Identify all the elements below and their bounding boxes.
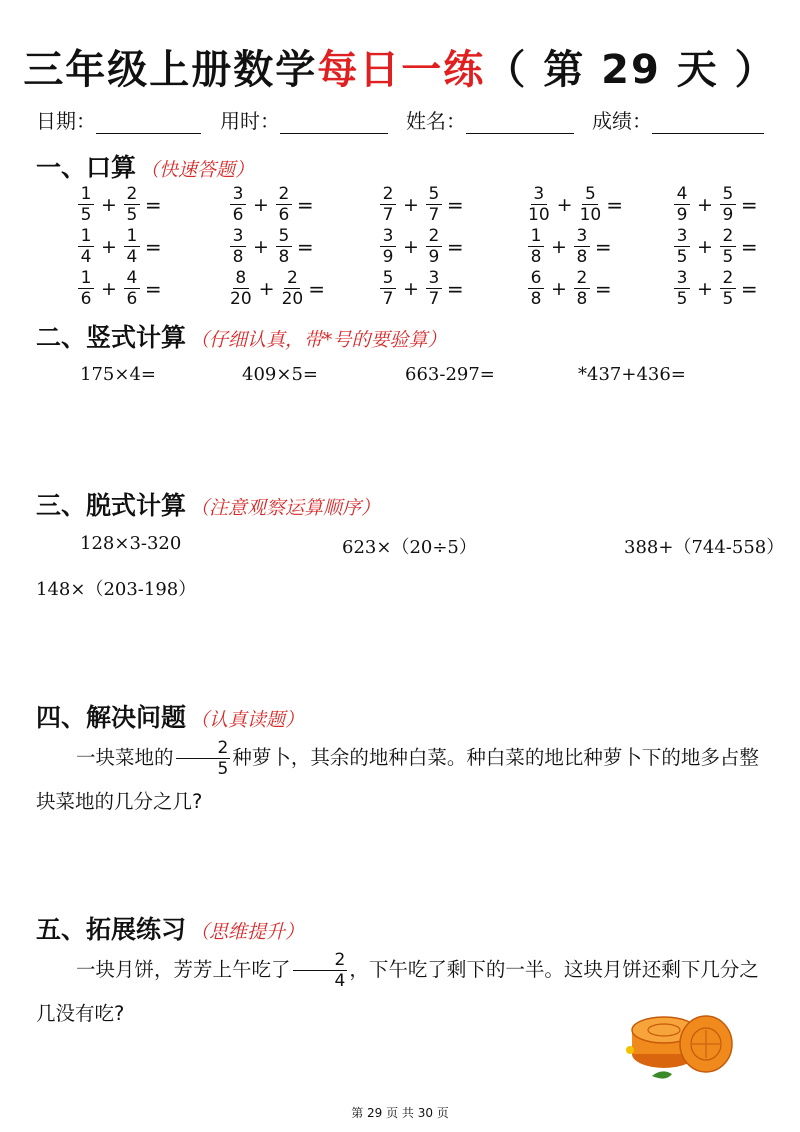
denominator: 10 xyxy=(528,205,550,225)
fraction xyxy=(276,228,292,266)
numerator: 8 xyxy=(233,270,249,289)
fraction xyxy=(720,186,736,224)
plus-sign: + xyxy=(403,278,419,300)
vertical-problem: 409×5= xyxy=(242,364,318,385)
denominator: 6 xyxy=(232,205,244,225)
numerator: 2 xyxy=(176,740,231,759)
denominator: 6 xyxy=(80,289,92,309)
oral-expression xyxy=(76,228,162,266)
denominator: 7 xyxy=(382,289,394,309)
extension-text-after: ，下午吃了剩下的一半。这块月饼还剩下几分之几没有吃? xyxy=(36,958,759,1025)
fraction xyxy=(78,228,94,266)
equals-sign: = xyxy=(446,193,464,217)
denominator: 5 xyxy=(126,205,138,225)
equals-sign: = xyxy=(594,277,612,301)
section-title: 一、口算 xyxy=(36,153,137,182)
stepwise-problem: 148×（203-198） xyxy=(36,579,197,600)
denominator: 5 xyxy=(722,289,734,309)
oral-expression xyxy=(228,228,314,266)
page-footer: 第 29 页 共 30 页 xyxy=(351,1106,449,1120)
equals-sign: = xyxy=(144,235,162,259)
fraction xyxy=(674,186,690,224)
plus-sign: + xyxy=(697,236,713,258)
fraction xyxy=(528,186,550,224)
section-note: （快速答题） xyxy=(140,159,255,181)
name-label: 姓名： xyxy=(406,109,466,133)
sparkle-icon xyxy=(626,1046,634,1054)
denominator: 9 xyxy=(382,247,394,267)
oral-expression xyxy=(228,186,314,224)
fraction xyxy=(78,270,94,308)
oral-expression xyxy=(526,186,623,224)
fraction xyxy=(528,228,544,266)
oral-expression xyxy=(378,186,464,224)
score-field[interactable] xyxy=(592,105,764,134)
section-title: 三、脱式计算 xyxy=(36,491,187,520)
mooncake-illustration xyxy=(622,992,742,1084)
denominator: 9 xyxy=(676,205,688,225)
fraction xyxy=(674,270,690,308)
section-note: （思维提升） xyxy=(190,921,305,943)
fraction xyxy=(230,186,246,224)
equals-sign: = xyxy=(144,277,162,301)
numerator: 5 xyxy=(582,186,598,205)
equals-sign: = xyxy=(594,235,612,259)
plus-sign: + xyxy=(556,194,573,216)
equals-sign: = xyxy=(446,235,464,259)
equals-sign: = xyxy=(308,277,325,301)
name-field[interactable] xyxy=(406,105,574,134)
fraction xyxy=(528,270,544,308)
info-row xyxy=(36,105,776,139)
numerator: 3 xyxy=(426,270,442,289)
denominator: 8 xyxy=(232,247,244,267)
plus-sign: + xyxy=(101,236,117,258)
fraction xyxy=(230,270,252,308)
oral-expression xyxy=(672,270,758,308)
fraction xyxy=(380,228,396,266)
fraction xyxy=(176,737,231,779)
plus-sign: + xyxy=(697,194,713,216)
numerator: 1 xyxy=(78,228,94,247)
equals-sign: = xyxy=(740,235,758,259)
date-label: 日期： xyxy=(36,109,96,133)
section-problem-heading xyxy=(36,698,304,734)
plus-sign: + xyxy=(253,236,269,258)
fraction xyxy=(380,186,396,224)
equals-sign: = xyxy=(296,235,314,259)
vertical-problem: *437+436= xyxy=(578,364,686,385)
denominator: 20 xyxy=(230,289,252,309)
equals-sign: = xyxy=(740,277,758,301)
numerator: 2 xyxy=(276,186,292,205)
denominator: 10 xyxy=(579,205,602,225)
date-field[interactable] xyxy=(36,105,201,134)
denominator: 9 xyxy=(428,247,440,267)
section-title: 四、解决问题 xyxy=(36,703,187,732)
fraction xyxy=(720,270,736,308)
numerator: 1 xyxy=(78,186,94,205)
denominator: 9 xyxy=(722,205,734,225)
oral-expression xyxy=(672,228,758,266)
fraction xyxy=(574,228,590,266)
plus-sign: + xyxy=(403,194,419,216)
vertical-problem: 663-297= xyxy=(405,364,495,385)
vertical-problem: 175×4= xyxy=(80,364,156,385)
denominator: 5 xyxy=(80,205,92,225)
equals-sign: = xyxy=(144,193,162,217)
denominator: 7 xyxy=(428,289,440,309)
plus-sign: + xyxy=(253,194,269,216)
name-blank[interactable] xyxy=(466,111,574,134)
numerator: 5 xyxy=(276,228,292,247)
equals-sign: = xyxy=(606,193,623,217)
plus-sign: + xyxy=(697,278,713,300)
numerator: 1 xyxy=(528,228,544,247)
title-prefix: 三年级上册数学 xyxy=(23,47,318,93)
numerator: 4 xyxy=(124,270,140,289)
numerator: 5 xyxy=(720,186,736,205)
equals-sign: = xyxy=(446,277,464,301)
fraction xyxy=(720,228,736,266)
fraction xyxy=(674,228,690,266)
numerator: 3 xyxy=(574,228,590,247)
oral-expression xyxy=(76,186,162,224)
equals-sign: = xyxy=(296,193,314,217)
section-note: （注意观察运算顺序） xyxy=(190,497,381,519)
denominator: 8 xyxy=(576,289,588,309)
numerator: 2 xyxy=(574,270,590,289)
fraction xyxy=(282,270,304,308)
numerator: 2 xyxy=(124,186,140,205)
denominator: 6 xyxy=(126,289,138,309)
time-blank[interactable] xyxy=(280,111,388,134)
time-field[interactable] xyxy=(220,105,388,134)
denominator: 5 xyxy=(217,758,229,779)
numerator: 3 xyxy=(674,270,690,289)
oral-expression xyxy=(228,270,325,308)
oral-expression xyxy=(378,228,464,266)
problem-text xyxy=(36,736,766,824)
fraction xyxy=(276,186,292,224)
numerator: 3 xyxy=(230,186,246,205)
plus-sign: + xyxy=(258,278,275,300)
section-vertical-heading xyxy=(36,318,447,354)
numerator: 2 xyxy=(720,228,736,247)
leaf-icon xyxy=(652,1071,672,1078)
denominator: 20 xyxy=(281,289,304,309)
denominator: 7 xyxy=(382,205,394,225)
denominator: 8 xyxy=(576,247,588,267)
time-label: 用时： xyxy=(220,109,280,133)
numerator: 2 xyxy=(293,952,348,971)
fraction xyxy=(230,228,246,266)
title-highlight: 每日一练 xyxy=(317,47,486,93)
denominator: 4 xyxy=(334,970,346,991)
numerator: 3 xyxy=(380,228,396,247)
numerator: 2 xyxy=(380,186,396,205)
fraction xyxy=(124,228,140,266)
numerator: 3 xyxy=(674,228,690,247)
numerator: 3 xyxy=(531,186,547,205)
section-note: （认真读题） xyxy=(190,709,305,731)
section-title: 五、拓展练习 xyxy=(36,915,187,944)
stepwise-problem: 388+（744-558） xyxy=(624,537,785,558)
fraction xyxy=(293,949,348,991)
date-blank[interactable] xyxy=(96,111,201,134)
numerator: 1 xyxy=(124,228,140,247)
problem-text-after: 种萝卜，其余的地种白菜。种白菜的地比种萝卜下的地多占整块菜地的几分之几? xyxy=(36,746,759,813)
extension-text-before: 一块月饼，芳芳上午吃了 xyxy=(76,958,291,981)
denominator: 5 xyxy=(676,289,688,309)
plus-sign: + xyxy=(101,194,117,216)
denominator: 7 xyxy=(428,205,440,225)
plus-sign: + xyxy=(403,236,419,258)
plus-sign: + xyxy=(551,236,567,258)
stepwise-problem: 128×3-320 xyxy=(80,533,182,554)
numerator: 4 xyxy=(674,186,690,205)
page-title xyxy=(0,38,800,95)
fraction xyxy=(78,186,94,224)
fraction xyxy=(574,270,590,308)
fraction xyxy=(426,270,442,308)
oral-expression xyxy=(76,270,162,308)
oral-expression xyxy=(526,270,612,308)
oral-expression xyxy=(378,270,464,308)
denominator: 4 xyxy=(126,247,138,267)
title-day: （ 第 29 天 ） xyxy=(485,47,777,93)
denominator: 8 xyxy=(530,247,542,267)
score-label: 成绩： xyxy=(592,109,652,133)
section-oral-heading xyxy=(36,148,254,184)
fraction xyxy=(124,186,140,224)
numerator: 1 xyxy=(78,270,94,289)
problem-text-before: 一块菜地的 xyxy=(76,746,174,769)
section-note: （仔细认真，带*号的要验算） xyxy=(190,329,447,351)
numerator: 2 xyxy=(720,270,736,289)
numerator: 5 xyxy=(380,270,396,289)
denominator: 5 xyxy=(722,247,734,267)
fraction xyxy=(580,186,602,224)
section-title: 二、竖式计算 xyxy=(36,323,187,352)
denominator: 5 xyxy=(676,247,688,267)
denominator: 8 xyxy=(278,247,290,267)
fraction xyxy=(380,270,396,308)
numerator: 3 xyxy=(230,228,246,247)
numerator: 5 xyxy=(426,186,442,205)
numerator: 2 xyxy=(426,228,442,247)
numerator: 2 xyxy=(284,270,300,289)
fraction xyxy=(426,228,442,266)
plus-sign: + xyxy=(551,278,567,300)
denominator: 8 xyxy=(530,289,542,309)
fraction xyxy=(426,186,442,224)
oral-expression xyxy=(526,228,612,266)
stepwise-problem: 623×（20÷5） xyxy=(342,537,477,558)
oral-expression xyxy=(672,186,758,224)
score-blank[interactable] xyxy=(652,111,764,134)
section-extension-heading xyxy=(36,910,304,946)
denominator: 4 xyxy=(80,247,92,267)
fraction xyxy=(124,270,140,308)
section-stepwise-heading xyxy=(36,486,380,522)
equals-sign: = xyxy=(740,193,758,217)
numerator: 6 xyxy=(528,270,544,289)
denominator: 6 xyxy=(278,205,290,225)
plus-sign: + xyxy=(101,278,117,300)
